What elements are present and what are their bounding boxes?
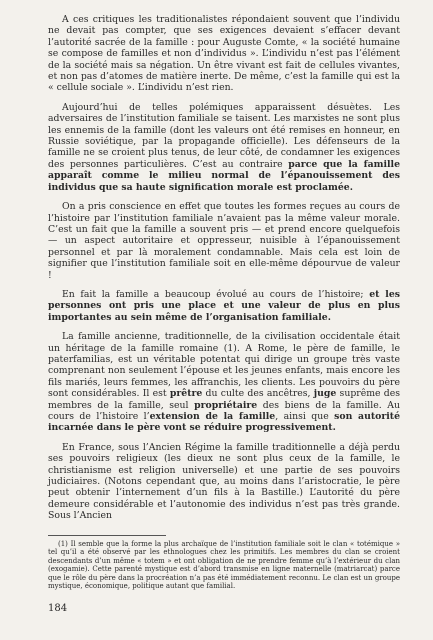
- paragraph: [48, 14, 400, 94]
- footnote: [48, 540, 400, 590]
- paragraph: [48, 442, 400, 522]
- bold-text-segment: juge: [313, 388, 337, 400]
- text-segment: La famille ancienne, traditionnelle, de la civilisation occidentale était un héritage de la famille romaine (1). A Rome, le père de famille, le paterfamilias, est un véritable potentat qui dirige un groupe très vaste comprenant non seulement l’épouse et les jeunes enfants, mais encore les fils mariés, leurs femmes, les affranchis, les clients. Les pouvoirs du père sont considérables. Il est: [48, 331, 400, 400]
- text-segment: En France, sous l’Ancien Régime la famille traditionnelle a déjà perdu ses pouvoirs religieux (les dieux ne sont plus ceux de la famille, le christianisme est religion universelle) et une partie de ses pouvoirs judiciaires. (Notons cependant que, au moins dans l’aristocratie, le père peut obtenir l’internement d’un fils à la Bastille.) L’autorité du père demeure considérable et l’autonomie des individus n’est pas très grande. Sous l’Ancien: [48, 441, 400, 522]
- bold-text-segment: et les personnes ont pris une place et une valeur de plus en plus importantes au sein même de l’organisation familiale.: [48, 288, 400, 323]
- paragraph: [48, 331, 400, 434]
- paragraph: [48, 102, 400, 193]
- bold-text-segment: prêtre: [169, 388, 203, 400]
- text-segment: , ainsi que: [275, 411, 335, 422]
- text-segment: suprême des membres de la famille, seul: [48, 388, 401, 411]
- footnote-separator: [48, 535, 166, 536]
- paragraph: [48, 289, 400, 323]
- text-segment: A ces critiques les traditionalistes répondaient souvent que l’individu ne devait pas compter, que ses exigences devaient s’effacer devant l’autorité sacrée de la famille : pour Auguste Comte, « la société humaine se compose de familles et non d’individus ». L’individu n’est pas l’élément de la société mais sa négation. Un être vivant est fait de cellules vivantes, et non pas d’atomes de matière inerte. De même, c’est la famille qui est la « cellule sociale ». L’individu n’est rien.: [48, 14, 400, 94]
- text-segment: des biens de la famille. Au cours de l’histoire l’: [48, 399, 400, 422]
- bold-text-segment: parce que la famille apparaît comme le milieu normal de l’épanouissement des individus que sa haute signification morale est proclamée.: [48, 158, 400, 193]
- text-segment: On a pris conscience en effet que toutes les formes reçues au cours de l’histoire par l’institution familiale n’avaient pas la même valeur morale. C’est un fait que la famille a souvent pris — et prend encore quelquefois — un aspect autoritaire et oppresseur, nuisible à l’épanouissement personnel et par là moralement condamnable. Mais cela est loin de signifier que l’institution familiale soit en elle-même dépourvue de valeur !: [48, 201, 400, 281]
- footnote-text: (1) Il semble que la forme la plus archaïque de l’institution familiale soit le clan « totémique » tel qu’il a été observé par les ethnologues chez les primitifs. Les membres du clan se croient descendants d’un même « totem » et ont obligation de ne prendre femme qu’à l’extérieur du clan (exogamie). Cette parenté mystique est d’abord transmise en ligne maternelle (matriarcat) parce que le rôle du père dans la procréation n’a pas été immédiatement reconnu. Le clan est un groupe mystique, économique, politique autant que familial.: [48, 540, 400, 591]
- bold-text-segment: extension de la famille: [149, 411, 276, 422]
- bold-text-segment: son autorité incarnée dans le père vont se réduire progressivement.: [48, 411, 400, 434]
- text-segment: Aujourd’hui de telles polémiques apparaissent désuètes. Les adversaires de l’institution familiale se taisent. Les marxistes ne sont plus les ennemis de la famille (dont les valeurs ont été remises en honneur, en Russie soviétique, par la propagande officielle). Les défenseurs de la famille ne se croient plus tenus, de leur côté, de condamner les exigences des personnes particulières. C’est au contraire: [48, 101, 400, 170]
- paragraph: [48, 201, 400, 281]
- page-number: 184: [48, 603, 68, 614]
- bold-text-segment: propriétaire: [194, 399, 258, 411]
- text-segment: En fait la famille a beaucoup évolué au cours de l’histoire;: [62, 288, 370, 300]
- text-segment: du culte des ancêtres,: [202, 388, 314, 400]
- main-text: [48, 14, 400, 530]
